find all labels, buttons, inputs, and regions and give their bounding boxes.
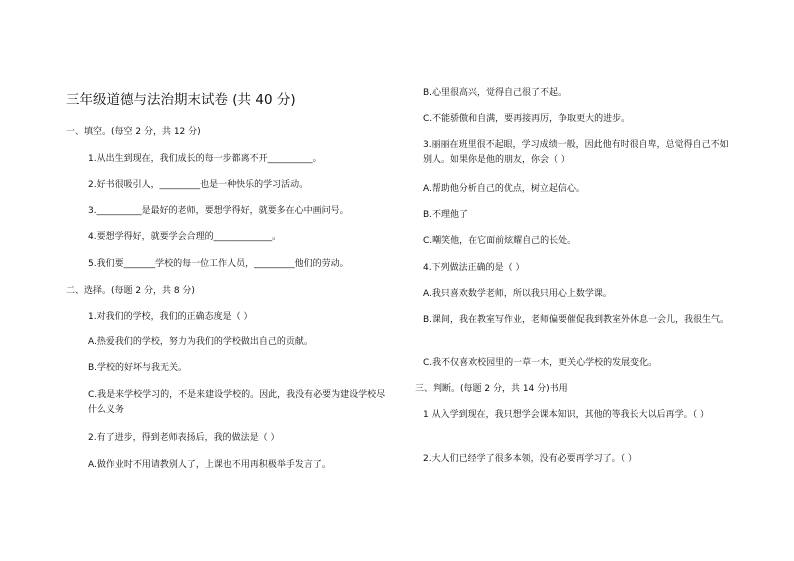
- option-text: C.我不仅喜欢校园里的一草一木，更关心学校的发展变化。: [423, 358, 658, 368]
- page-title: 三年级道德与法治期末试卷 (共 40 分): [66, 92, 296, 108]
- option-text: C.不能骄傲和自满，要再接再厉，争取更大的进步。: [423, 114, 631, 124]
- question-text: 4.下列做法正确的是（ ）: [423, 263, 525, 273]
- option-text: A.做作业时不用请教别人了，上课也不用再积极举手发言了。: [88, 460, 331, 470]
- option-text: B.学校的好坏与我无关。: [88, 363, 188, 373]
- question-text: 3.丽丽在班里很不起眼，学习成绩一般，因此他有时很自卑，总觉得自己不如别人。如果你是他的朋友，你会（ ）: [423, 140, 729, 165]
- question-text: 2.大人们已经学了很多本领，没有必要再学习了。（ ）: [423, 454, 637, 464]
- option-text: B.课间，我在教室写作业，老师偏要催促我到教室外休息一会儿，我很生气。: [423, 315, 730, 325]
- option-text: B.不理他了: [423, 210, 469, 220]
- section-heading-true-false: 三、判断。(每题 2 分，共 14 分)书用: [415, 384, 568, 394]
- question-text: 3.__________是最好的老师，要想学得好，就要多在心中画问号。: [88, 206, 349, 216]
- option-text: A.我只喜欢数学老师，所以我只用心上数学课。: [423, 289, 612, 299]
- question-text: 1.对我们的学校，我们的正确态度是（ ）: [88, 312, 253, 322]
- question-text: 5.我们要_______学校的每一位工作人员，_________他们的劳动。: [88, 259, 349, 269]
- option-text: B.心里很高兴，觉得自己很了不起。: [423, 88, 568, 98]
- question-text: 1.从出生到现在，我们成长的每一步都离不开__________。: [88, 154, 322, 164]
- option-text: C.我是来学校学习的，不是来建设学校的。因此，我没有必要为建设学校尽什么义务: [88, 390, 386, 415]
- option-text: A.热爱我们的学校，努力为我们的学校做出自己的贡献。: [88, 337, 313, 347]
- question-text: 2.好书很吸引人，_________也是一种快乐的学习活动。: [88, 180, 309, 190]
- question-text: 1 从入学到现在，我只想学会课本知识，其他的等我长大以后再学。（ ）: [423, 410, 709, 420]
- question-text: 4.要想学得好，就要学会合理的_____________。: [88, 232, 282, 242]
- section-heading-choice: 二、选择。(每题 2 分，共 8 分): [66, 286, 195, 296]
- section-heading-fill-blank: 一、填空。(每空 2 分，共 12 分): [66, 127, 201, 137]
- option-text: A.帮助他分析自己的优点，树立起信心。: [423, 184, 585, 194]
- question-text: 2.有了进步，得到老师表扬后，我的做法是（ ）: [88, 433, 280, 443]
- option-text: C.嘲笑他，在它面前炫耀自己的长处。: [423, 236, 577, 246]
